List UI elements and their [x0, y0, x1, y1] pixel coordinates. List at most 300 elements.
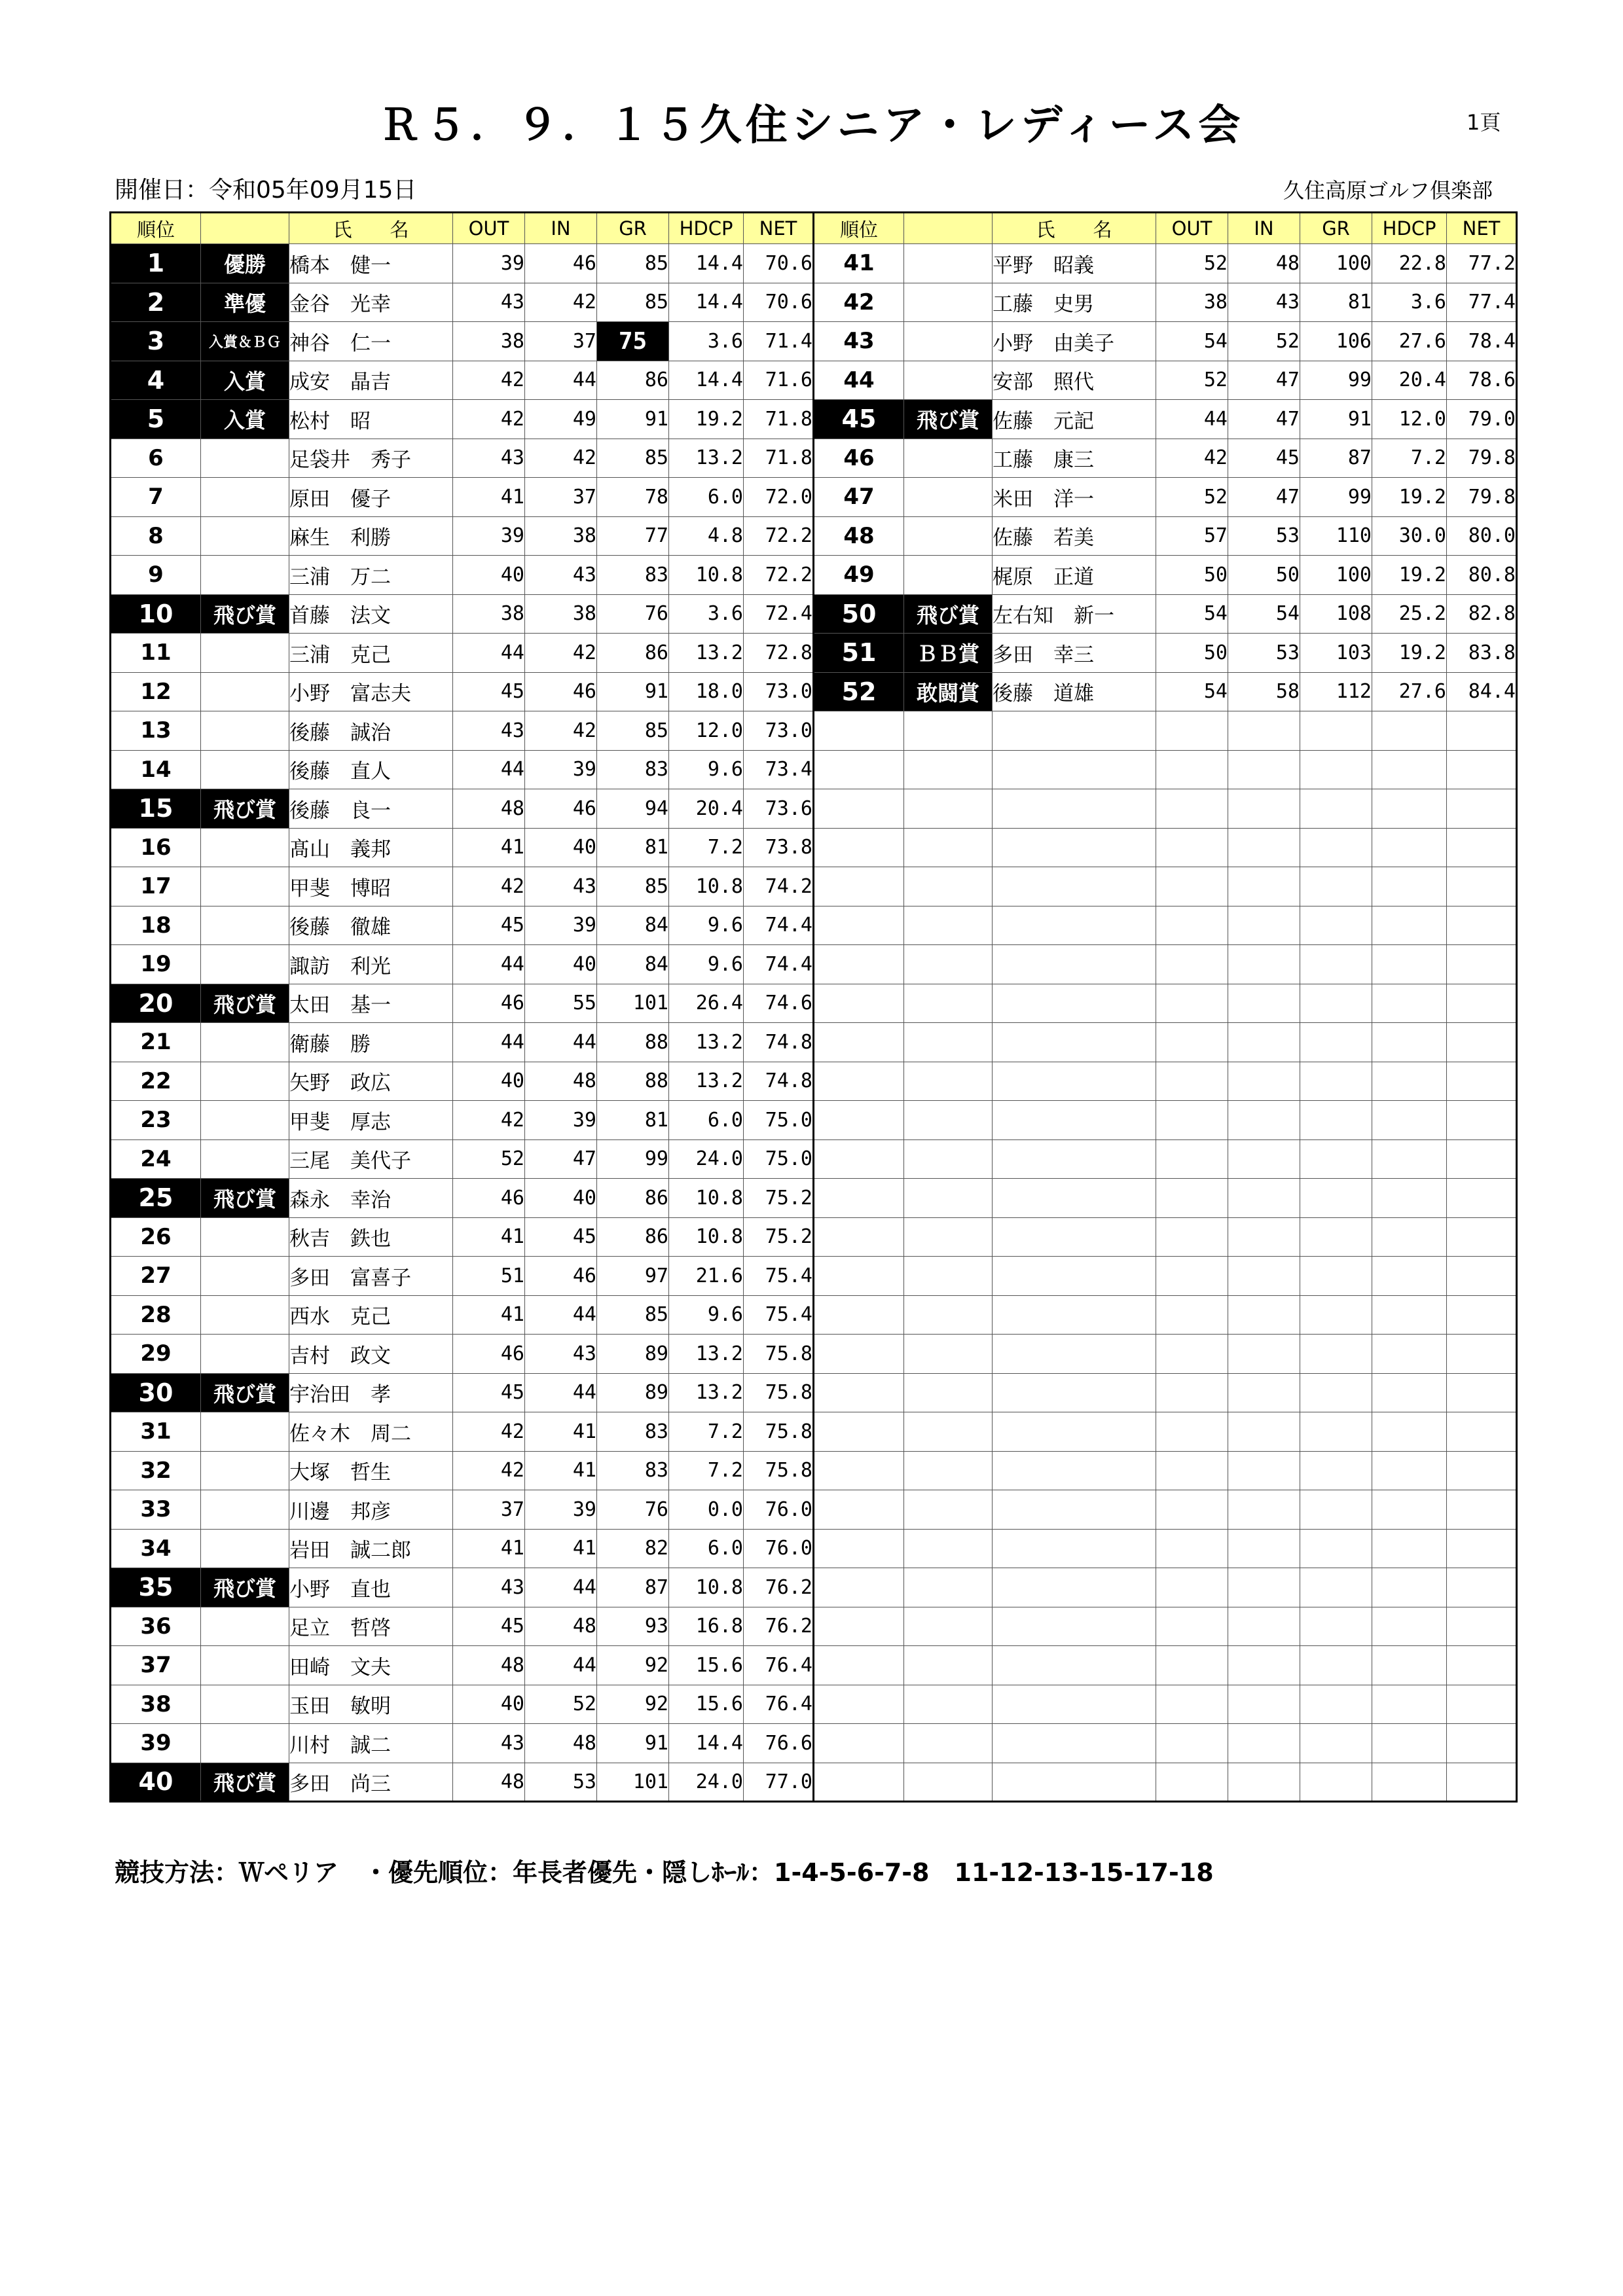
table-row	[111, 984, 1517, 1023]
cell-name: 工藤 史男	[993, 283, 1156, 322]
cell-hdcp: 21.6	[669, 1257, 744, 1296]
table-row	[111, 867, 1517, 906]
cell-name: 小野 富志夫	[289, 672, 453, 711]
cell-name: 成安 晶吉	[289, 361, 453, 400]
cell-out: 45	[453, 906, 525, 945]
cell-gr: 91	[597, 400, 669, 439]
empty-cell	[1372, 1607, 1447, 1646]
empty-cell	[1372, 1217, 1447, 1257]
empty-cell	[814, 1179, 904, 1218]
cell-hdcp: 13.2	[669, 439, 744, 478]
empty-cell	[1372, 1023, 1447, 1062]
cell-gr: 85	[597, 1295, 669, 1335]
empty-cell	[1228, 1295, 1300, 1335]
empty-cell	[904, 1451, 993, 1490]
empty-cell	[1228, 711, 1300, 751]
cell-hdcp: 20.4	[669, 789, 744, 829]
cell-net: 74.2	[744, 867, 814, 906]
empty-cell	[814, 1217, 904, 1257]
empty-cell	[814, 1062, 904, 1101]
cell-name: 甲斐 博昭	[289, 867, 453, 906]
empty-cell	[1300, 1257, 1372, 1296]
empty-cell	[1228, 1139, 1300, 1179]
header-award	[201, 213, 289, 244]
cell-rank: 36	[111, 1607, 201, 1646]
header-hdcp: HDCP	[1372, 213, 1447, 244]
cell-rank: 33	[111, 1490, 201, 1530]
cell-gr: 85	[597, 711, 669, 751]
empty-cell	[1372, 1685, 1447, 1724]
table-row	[111, 283, 1517, 322]
cell-gr: 106	[1300, 322, 1372, 361]
cell-name: 佐々木 周二	[289, 1412, 453, 1452]
cell-out: 41	[453, 1217, 525, 1257]
cell-gr: 88	[597, 1062, 669, 1101]
cell-rank: 7	[111, 478, 201, 517]
cell-name: 後藤 良一	[289, 789, 453, 829]
empty-cell	[993, 1724, 1156, 1763]
cell-out: 41	[453, 478, 525, 517]
cell-out: 52	[1156, 244, 1228, 283]
empty-cell	[1372, 1373, 1447, 1412]
table-row	[111, 1217, 1517, 1257]
cell-net: 72.4	[744, 594, 814, 634]
empty-cell	[1372, 1335, 1447, 1374]
cell-gr: 84	[597, 945, 669, 984]
cell-hdcp: 7.2	[1372, 439, 1447, 478]
cell-in: 48	[1228, 244, 1300, 283]
empty-cell	[993, 1568, 1156, 1607]
empty-cell	[904, 711, 993, 751]
table-row	[111, 1529, 1517, 1568]
empty-cell	[993, 750, 1156, 789]
cell-name: 多田 富喜子	[289, 1257, 453, 1296]
empty-cell	[993, 1217, 1156, 1257]
cell-hdcp: 20.4	[1372, 361, 1447, 400]
empty-cell	[814, 1685, 904, 1724]
cell-gr: 82	[597, 1529, 669, 1568]
empty-cell	[814, 945, 904, 984]
cell-in: 44	[525, 1023, 597, 1062]
header-name: 氏 名	[993, 213, 1156, 244]
empty-cell	[1300, 1373, 1372, 1412]
cell-award	[201, 1607, 289, 1646]
cell-hdcp: 19.2	[1372, 634, 1447, 673]
cell-net: 74.4	[744, 906, 814, 945]
empty-cell	[1228, 1529, 1300, 1568]
cell-net: 71.8	[744, 439, 814, 478]
empty-cell	[1228, 906, 1300, 945]
cell-name: 大塚 哲生	[289, 1451, 453, 1490]
cell-net: 77.4	[1447, 283, 1517, 322]
cell-in: 41	[525, 1451, 597, 1490]
table-row	[111, 1295, 1517, 1335]
table-row	[111, 1412, 1517, 1452]
cell-gr: 91	[597, 672, 669, 711]
empty-cell	[1447, 906, 1517, 945]
cell-award	[201, 439, 289, 478]
cell-name: 玉田 敏明	[289, 1685, 453, 1724]
cell-gr: 77	[597, 516, 669, 556]
empty-cell	[1228, 1257, 1300, 1296]
cell-gr: 87	[597, 1568, 669, 1607]
cell-in: 46	[525, 1257, 597, 1296]
cell-out: 43	[453, 439, 525, 478]
empty-cell	[904, 1295, 993, 1335]
cell-rank: 31	[111, 1412, 201, 1452]
cell-award	[201, 1062, 289, 1101]
cell-name: 三尾 美代子	[289, 1139, 453, 1179]
empty-cell	[1372, 1101, 1447, 1140]
cell-hdcp: 14.4	[669, 244, 744, 283]
table-row	[111, 750, 1517, 789]
cell-award	[201, 478, 289, 517]
cell-hdcp: 3.6	[1372, 283, 1447, 322]
header-rank: 順位	[111, 213, 201, 244]
cell-name: 宇治田 孝	[289, 1373, 453, 1412]
empty-cell	[1300, 1763, 1372, 1802]
cell-out: 57	[1156, 516, 1228, 556]
empty-cell	[904, 1568, 993, 1607]
cell-gr: 87	[1300, 439, 1372, 478]
empty-cell	[1228, 1062, 1300, 1101]
cell-in: 53	[525, 1763, 597, 1802]
empty-cell	[993, 1295, 1156, 1335]
cell-rank: 51	[814, 634, 904, 673]
empty-cell	[1228, 1685, 1300, 1724]
cell-in: 52	[525, 1685, 597, 1724]
cell-gr: 103	[1300, 634, 1372, 673]
cell-rank: 41	[814, 244, 904, 283]
cell-rank: 13	[111, 711, 201, 751]
empty-cell	[1447, 1335, 1517, 1374]
empty-cell	[1372, 1529, 1447, 1568]
empty-cell	[993, 1490, 1156, 1530]
cell-name: 平野 昭義	[993, 244, 1156, 283]
cell-in: 39	[525, 1101, 597, 1140]
empty-cell	[993, 711, 1156, 751]
empty-cell	[814, 711, 904, 751]
cell-name: 川邊 邦彦	[289, 1490, 453, 1530]
cell-award	[904, 439, 993, 478]
empty-cell	[904, 750, 993, 789]
cell-award: 準優	[201, 283, 289, 322]
cell-rank: 20	[111, 984, 201, 1023]
cell-name: 三浦 万二	[289, 556, 453, 595]
cell-in: 43	[525, 867, 597, 906]
cell-name: 西水 克己	[289, 1295, 453, 1335]
table-row	[111, 361, 1517, 400]
table-row	[111, 1451, 1517, 1490]
cell-gr: 88	[597, 1023, 669, 1062]
cell-name: 岩田 誠二郎	[289, 1529, 453, 1568]
page-number: 1頁	[1467, 110, 1501, 135]
cell-in: 44	[525, 1646, 597, 1685]
cell-out: 42	[453, 867, 525, 906]
cell-award: 入賞＆ＢＧ	[201, 322, 289, 361]
cell-net: 74.8	[744, 1062, 814, 1101]
cell-in: 48	[525, 1724, 597, 1763]
cell-net: 80.8	[1447, 556, 1517, 595]
cell-name: 吉村 政文	[289, 1335, 453, 1374]
cell-out: 44	[453, 750, 525, 789]
cell-name: 諏訪 利光	[289, 945, 453, 984]
table-row	[111, 400, 1517, 439]
cell-hdcp: 13.2	[669, 1023, 744, 1062]
empty-cell	[904, 867, 993, 906]
empty-cell	[1228, 750, 1300, 789]
cell-award	[904, 478, 993, 517]
cell-hdcp: 27.6	[1372, 322, 1447, 361]
cell-out: 42	[453, 1101, 525, 1140]
cell-rank: 38	[111, 1685, 201, 1724]
empty-cell	[1228, 1023, 1300, 1062]
empty-cell	[1228, 984, 1300, 1023]
empty-cell	[1300, 1607, 1372, 1646]
header-rank: 順位	[814, 213, 904, 244]
empty-cell	[1300, 1412, 1372, 1452]
empty-cell	[1228, 1412, 1300, 1452]
cell-rank: 40	[111, 1763, 201, 1802]
cell-in: 40	[525, 1179, 597, 1218]
cell-rank: 6	[111, 439, 201, 478]
cell-net: 75.8	[744, 1335, 814, 1374]
empty-cell	[904, 1335, 993, 1374]
cell-net: 76.2	[744, 1568, 814, 1607]
cell-net: 83.8	[1447, 634, 1517, 673]
cell-out: 48	[453, 1646, 525, 1685]
cell-name: 米田 洋一	[993, 478, 1156, 517]
empty-cell	[904, 1062, 993, 1101]
empty-cell	[1156, 1373, 1228, 1412]
cell-rank: 46	[814, 439, 904, 478]
empty-cell	[904, 789, 993, 829]
cell-award: 飛び賞	[904, 400, 993, 439]
table-row	[111, 1763, 1517, 1802]
cell-hdcp: 13.2	[669, 1062, 744, 1101]
empty-cell	[904, 1763, 993, 1802]
cell-name: 後藤 道雄	[993, 672, 1156, 711]
empty-cell	[814, 1412, 904, 1452]
empty-cell	[1447, 984, 1517, 1023]
table-row	[111, 1646, 1517, 1685]
empty-cell	[1228, 945, 1300, 984]
table-row	[111, 322, 1517, 361]
cell-award	[201, 1451, 289, 1490]
empty-cell	[1300, 1295, 1372, 1335]
cell-award	[201, 1685, 289, 1724]
empty-cell	[1447, 1257, 1517, 1296]
empty-cell	[1447, 1763, 1517, 1802]
cell-net: 73.4	[744, 750, 814, 789]
cell-gr: 99	[597, 1139, 669, 1179]
cell-hdcp: 10.8	[669, 1179, 744, 1218]
empty-cell	[1156, 1763, 1228, 1802]
cell-rank: 32	[111, 1451, 201, 1490]
empty-cell	[993, 1451, 1156, 1490]
cell-award	[201, 1646, 289, 1685]
empty-cell	[1300, 1685, 1372, 1724]
empty-cell	[993, 1179, 1156, 1218]
cell-gr: 93	[597, 1607, 669, 1646]
cell-hdcp: 26.4	[669, 984, 744, 1023]
empty-cell	[1372, 1412, 1447, 1452]
cell-award: 飛び賞	[904, 594, 993, 634]
empty-cell	[904, 1529, 993, 1568]
cell-gr: 101	[597, 1763, 669, 1802]
header-row	[111, 213, 1517, 244]
empty-cell	[814, 1607, 904, 1646]
empty-cell	[1156, 1451, 1228, 1490]
cell-rank: 12	[111, 672, 201, 711]
empty-cell	[1156, 1295, 1228, 1335]
cell-out: 43	[453, 1724, 525, 1763]
cell-rank: 16	[111, 828, 201, 867]
cell-gr: 112	[1300, 672, 1372, 711]
cell-net: 75.0	[744, 1101, 814, 1140]
cell-award: 優勝	[201, 244, 289, 283]
empty-cell	[1300, 1335, 1372, 1374]
cell-award	[201, 1257, 289, 1296]
empty-cell	[1447, 1685, 1517, 1724]
empty-cell	[1372, 906, 1447, 945]
table-row	[111, 1179, 1517, 1218]
empty-cell	[814, 1335, 904, 1374]
empty-cell	[1156, 1529, 1228, 1568]
cell-in: 37	[525, 478, 597, 517]
empty-cell	[1447, 1490, 1517, 1530]
empty-cell	[1372, 828, 1447, 867]
cell-gr: 99	[1300, 361, 1372, 400]
cell-hdcp: 9.6	[669, 906, 744, 945]
competition-rules: 競技方法：Ｗペリア ・優先順位：年長者優先・隠しﾎｰﾙ：1-4-5-6-7-8 11-12-13-15-17-18	[115, 1858, 1214, 1887]
table-row	[111, 906, 1517, 945]
empty-cell	[993, 1257, 1156, 1296]
empty-cell	[1300, 1139, 1372, 1179]
empty-cell	[814, 1529, 904, 1568]
table-row	[111, 634, 1517, 673]
cell-out: 46	[453, 1179, 525, 1218]
cell-gr: 81	[597, 1101, 669, 1140]
empty-cell	[1447, 1179, 1517, 1218]
empty-cell	[1156, 1724, 1228, 1763]
cell-gr: 89	[597, 1335, 669, 1374]
cell-net: 82.8	[1447, 594, 1517, 634]
cell-out: 39	[453, 244, 525, 283]
cell-rank: 28	[111, 1295, 201, 1335]
empty-cell	[1447, 1062, 1517, 1101]
empty-cell	[1447, 1529, 1517, 1568]
empty-cell	[993, 945, 1156, 984]
empty-cell	[1447, 1373, 1517, 1412]
empty-cell	[814, 1295, 904, 1335]
cell-rank: 47	[814, 478, 904, 517]
cell-hdcp: 19.2	[669, 400, 744, 439]
cell-net: 75.4	[744, 1257, 814, 1296]
cell-hdcp: 6.0	[669, 1101, 744, 1140]
cell-in: 47	[1228, 400, 1300, 439]
cell-net: 76.0	[744, 1490, 814, 1530]
empty-cell	[993, 1023, 1156, 1062]
cell-gr: 86	[597, 1217, 669, 1257]
empty-cell	[904, 1490, 993, 1530]
empty-cell	[814, 1373, 904, 1412]
table-row	[111, 1335, 1517, 1374]
cell-hdcp: 16.8	[669, 1607, 744, 1646]
cell-rank: 1	[111, 244, 201, 283]
cell-name: 太田 基一	[289, 984, 453, 1023]
cell-hdcp: 24.0	[669, 1763, 744, 1802]
cell-in: 38	[525, 594, 597, 634]
cell-award	[201, 750, 289, 789]
cell-in: 55	[525, 984, 597, 1023]
empty-cell	[993, 828, 1156, 867]
cell-in: 43	[525, 1335, 597, 1374]
cell-gr: 83	[597, 1412, 669, 1452]
cell-rank: 15	[111, 789, 201, 829]
header-out: OUT	[1156, 213, 1228, 244]
empty-cell	[1447, 867, 1517, 906]
empty-cell	[1447, 1646, 1517, 1685]
cell-in: 41	[525, 1412, 597, 1452]
table-row	[111, 556, 1517, 595]
empty-cell	[1447, 1139, 1517, 1179]
cell-net: 74.4	[744, 945, 814, 984]
cell-out: 41	[453, 1295, 525, 1335]
empty-cell	[1300, 867, 1372, 906]
empty-cell	[904, 1101, 993, 1140]
cell-name: 衛藤 勝	[289, 1023, 453, 1062]
cell-out: 48	[453, 1763, 525, 1802]
cell-net: 73.0	[744, 672, 814, 711]
cell-rank: 39	[111, 1724, 201, 1763]
empty-cell	[1300, 1451, 1372, 1490]
cell-in: 44	[525, 1295, 597, 1335]
empty-cell	[993, 1607, 1156, 1646]
cell-hdcp: 14.4	[669, 283, 744, 322]
cell-net: 71.8	[744, 400, 814, 439]
cell-in: 48	[525, 1062, 597, 1101]
cell-rank: 29	[111, 1335, 201, 1374]
empty-cell	[1156, 711, 1228, 751]
empty-cell	[1156, 1179, 1228, 1218]
cell-out: 45	[453, 1607, 525, 1646]
cell-rank: 22	[111, 1062, 201, 1101]
empty-cell	[1228, 867, 1300, 906]
empty-cell	[1300, 1023, 1372, 1062]
table-row	[111, 439, 1517, 478]
cell-award	[201, 711, 289, 751]
cell-in: 37	[525, 322, 597, 361]
cell-award	[201, 1335, 289, 1374]
empty-cell	[904, 828, 993, 867]
empty-cell	[814, 1139, 904, 1179]
cell-in: 42	[525, 634, 597, 673]
cell-net: 72.0	[744, 478, 814, 517]
cell-name: 足袋井 秀子	[289, 439, 453, 478]
cell-rank: 8	[111, 516, 201, 556]
cell-hdcp: 9.6	[669, 750, 744, 789]
cell-out: 44	[453, 634, 525, 673]
empty-cell	[1228, 1646, 1300, 1685]
cell-award	[201, 1724, 289, 1763]
empty-cell	[1300, 750, 1372, 789]
cell-gr: 91	[597, 1724, 669, 1763]
cell-award	[904, 361, 993, 400]
empty-cell	[993, 1529, 1156, 1568]
cell-hdcp: 18.0	[669, 672, 744, 711]
empty-cell	[993, 1763, 1156, 1802]
